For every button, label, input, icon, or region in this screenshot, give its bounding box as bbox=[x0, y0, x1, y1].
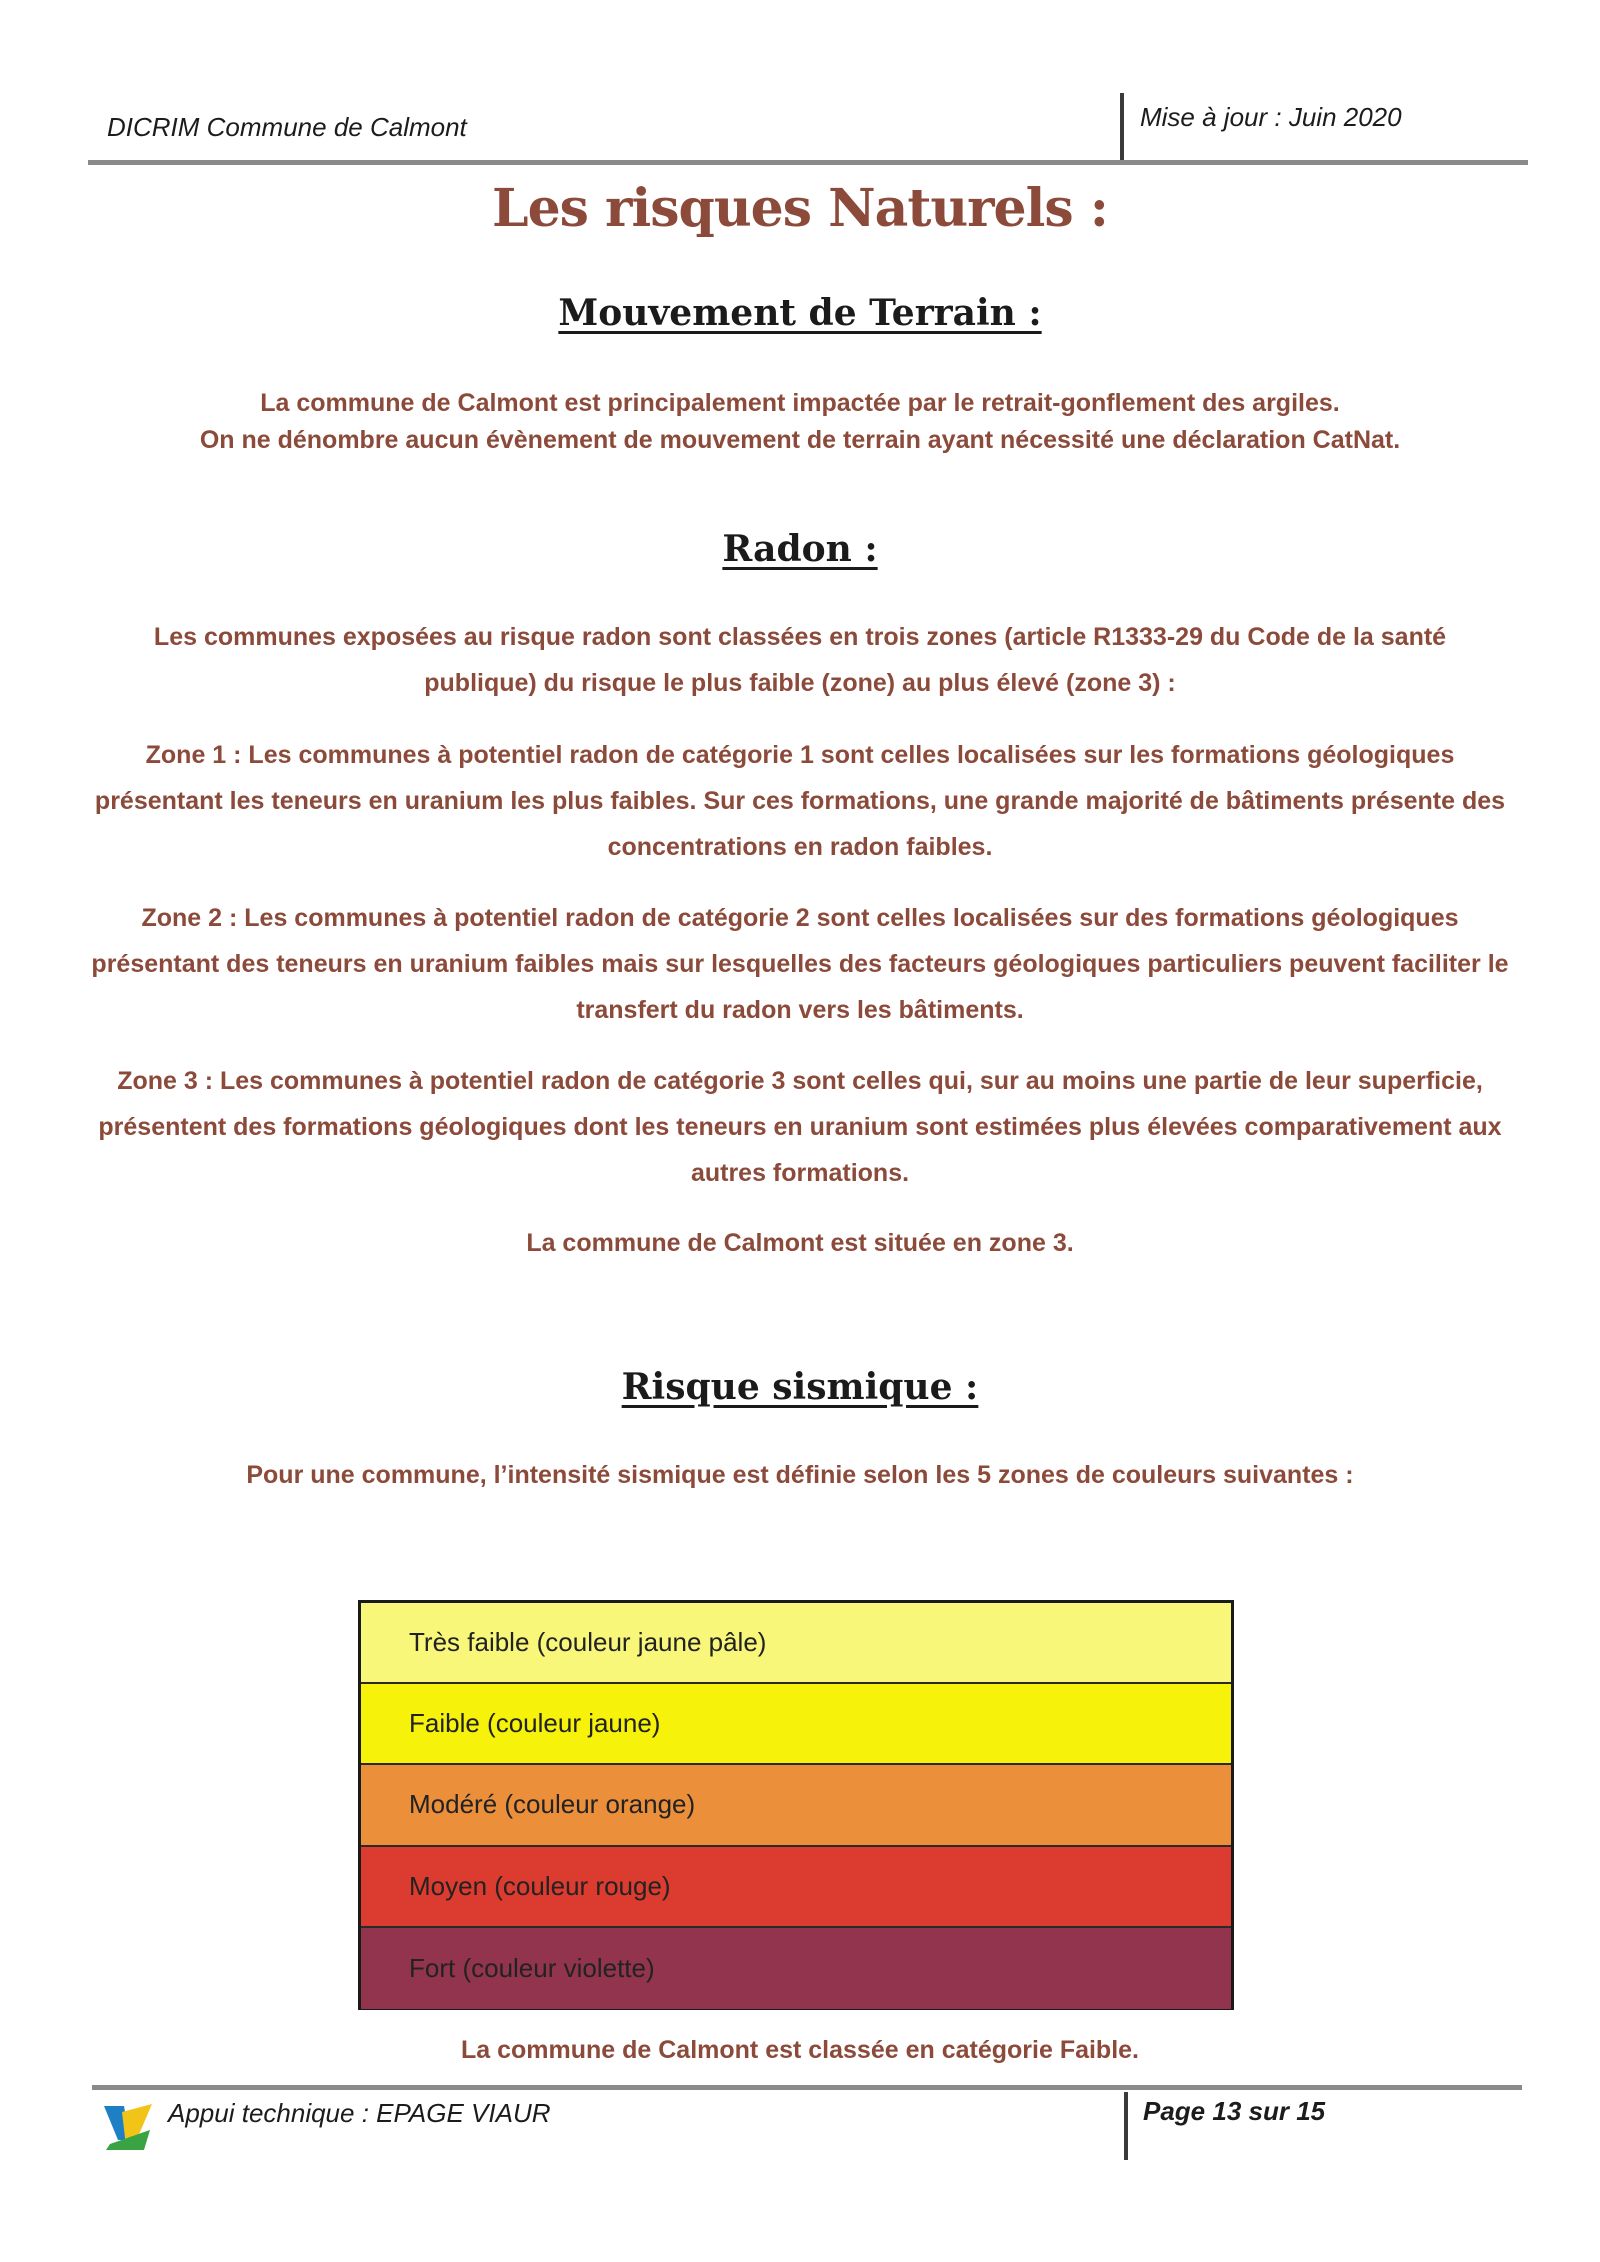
radon-intro: Les communes exposées au risque radon sont classées en trois zones (article R1333-29 du Code de la santé publique) du risque le plus faible (zone) au plus élevé (zone 3) : bbox=[153, 623, 1447, 697]
epage-viaur-logo-icon bbox=[100, 2100, 156, 2152]
footer-rule bbox=[92, 2085, 1522, 2090]
page-number: Page 13 sur 15 bbox=[1143, 2096, 1326, 2126]
legend-row-tres-faible: Très faible (couleur jaune pâle) bbox=[361, 1603, 1231, 1684]
radon-zone-2: Zone 2 : Les communes à potentiel radon de catégorie 2 sont celles localisées sur des formations géologiques présentant des teneurs en uranium faibles mais sur lesquelles des facteurs géologiques particuliers peuvent faciliter le transfert du radon vers les bâtiments. bbox=[91, 904, 1509, 1024]
radon-heading: Radon : bbox=[722, 528, 878, 570]
page-title: Les risques Naturels : bbox=[492, 178, 1108, 239]
radon-conclusion: La commune de Calmont est située en zone 3. bbox=[526, 1229, 1074, 1257]
footer-divider bbox=[1124, 2092, 1128, 2160]
mouvement-heading: Mouvement de Terrain : bbox=[558, 292, 1042, 334]
header-divider bbox=[1120, 93, 1124, 163]
seismic-zone-legend bbox=[358, 1600, 1234, 2010]
radon-zone-3: Zone 3 : Les communes à potentiel radon de catégorie 3 sont celles qui, sur au moins une partie de leur superficie, présentent des formations géologiques dont les teneurs en uranium sont estimées plus élevées comparativement aux autres formations. bbox=[98, 1067, 1502, 1187]
mouvement-line-1: La commune de Calmont est principalement impactée par le retrait-gonflement des argiles. bbox=[260, 389, 1340, 417]
sismique-intro: Pour une commune, l’intensité sismique est définie selon les 5 zones de couleurs suivantes : bbox=[246, 1461, 1354, 1489]
legend-row-moyen: Moyen (couleur rouge) bbox=[361, 1847, 1231, 1928]
header-right: Mise à jour : Juin 2020 bbox=[1140, 102, 1402, 132]
legend-row-fort: Fort (couleur violette) bbox=[361, 1928, 1231, 2009]
legend-row-modere: Modéré (couleur orange) bbox=[361, 1765, 1231, 1846]
legend-row-faible: Faible (couleur jaune) bbox=[361, 1684, 1231, 1765]
sismique-conclusion: La commune de Calmont est classée en catégorie Faible. bbox=[460, 2036, 1139, 2064]
footer-left: Appui technique : EPAGE VIAUR bbox=[168, 2098, 551, 2128]
radon-zone-1: Zone 1 : Les communes à potentiel radon de catégorie 1 sont celles localisées sur les formations géologiques présentant les teneurs en uranium les plus faibles. Sur ces formations, une grande majorité de bâtiments présente des concentrations en radon faibles. bbox=[94, 741, 1506, 861]
sismique-heading: Risque sismique : bbox=[621, 1366, 979, 1408]
header-left: DICRIM Commune de Calmont bbox=[107, 112, 467, 142]
header-rule bbox=[88, 160, 1528, 165]
mouvement-line-2: On ne dénombre aucun évènement de mouvement de terrain ayant nécessité une déclaration CatNat. bbox=[199, 426, 1401, 454]
